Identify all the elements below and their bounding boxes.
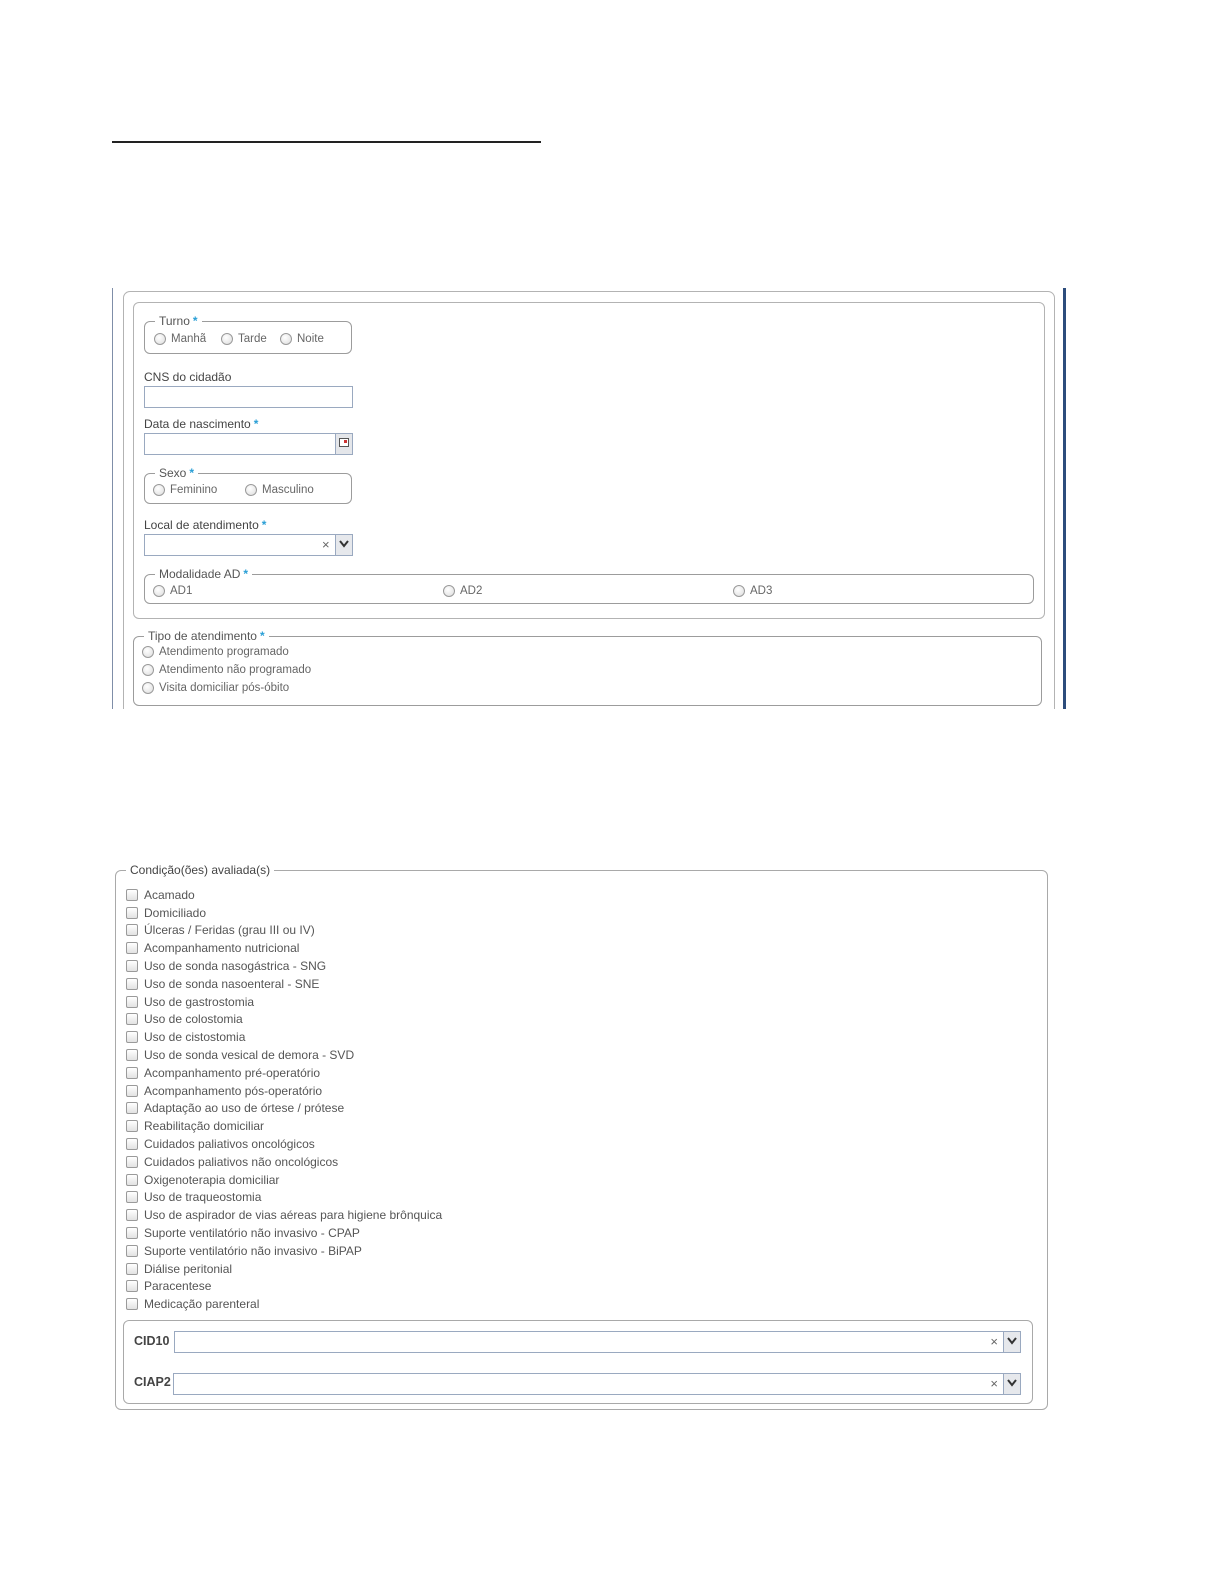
condicao-checkbox-item[interactable] (126, 922, 442, 940)
checkbox[interactable] (126, 942, 138, 954)
checkbox[interactable] (126, 1280, 138, 1292)
checkbox-label: Suporte ventilatório não invasivo - CPAP (144, 1226, 360, 1241)
checkbox-label: Uso de traqueostomia (144, 1190, 262, 1205)
checkbox-label: Medicação parenteral (144, 1297, 260, 1312)
checkbox[interactable] (126, 1156, 138, 1168)
tipo-option-nao-programado[interactable]: Atendimento não programado (142, 664, 311, 676)
chevron-down-icon[interactable] (1003, 1332, 1020, 1352)
checkbox-label: Paracentese (144, 1279, 212, 1294)
condicao-checkbox-item[interactable] (126, 1171, 442, 1189)
checkbox-label: Diálise peritonial (144, 1261, 233, 1276)
modalidade-option-ad2[interactable]: AD2 (443, 585, 482, 597)
checkbox[interactable] (126, 960, 138, 972)
checkbox[interactable] (126, 978, 138, 990)
checkbox-label: Uso de cistostomia (144, 1030, 246, 1045)
turno-option-manha[interactable]: Manhã (154, 333, 206, 345)
condicao-checkbox-item[interactable] (126, 886, 442, 904)
checkbox-label: Úlceras / Feridas (grau III ou IV) (144, 923, 315, 938)
checkbox-label: Acamado (144, 887, 195, 902)
required-asterisk: * (259, 629, 265, 643)
checkbox-label: Uso de aspirador de vias aéreas para higiene brônquica (144, 1208, 443, 1223)
radio-button[interactable] (142, 664, 154, 676)
condicao-checkbox-item[interactable] (126, 1206, 442, 1224)
condicao-checkbox-item[interactable] (126, 1224, 442, 1242)
modalidade-option-ad3[interactable]: AD3 (733, 585, 772, 597)
checkbox-label: Suporte ventilatório não invasivo - BiPAP (144, 1243, 362, 1258)
checkbox[interactable] (126, 1085, 138, 1097)
chevron-down-icon[interactable] (335, 535, 352, 555)
checkbox[interactable] (126, 1102, 138, 1114)
required-asterisk: * (261, 518, 267, 532)
condicao-checkbox-item[interactable] (126, 993, 442, 1011)
checkbox[interactable] (126, 889, 138, 901)
checkbox[interactable] (126, 996, 138, 1008)
calendar-icon[interactable] (335, 434, 352, 454)
condicoes-legend: Condição(ões) avaliada(s) (130, 863, 271, 877)
right-frame-scroll-edge (1063, 288, 1066, 709)
nascimento-input[interactable] (144, 433, 353, 455)
checkbox[interactable] (126, 1263, 138, 1275)
checkbox[interactable] (126, 1245, 138, 1257)
condicao-checkbox-item[interactable] (126, 1117, 442, 1135)
checkbox[interactable] (126, 1209, 138, 1221)
checkbox-label: Acompanhamento pós-operatório (144, 1083, 323, 1098)
radio-button[interactable] (245, 484, 257, 496)
checkbox[interactable] (126, 1120, 138, 1132)
checkbox[interactable] (126, 1031, 138, 1043)
checkbox[interactable] (126, 1191, 138, 1203)
checkbox-label: Domiciliado (144, 905, 207, 920)
screenshot-identificacao (112, 288, 1066, 709)
condicao-checkbox-item[interactable] (126, 1153, 442, 1171)
checkbox-label: Acompanhamento pré-operatório (144, 1065, 321, 1080)
condicao-checkbox-item[interactable] (126, 939, 442, 957)
checkbox-label: Oxigenoterapia domiciliar (144, 1172, 280, 1187)
checkbox[interactable] (126, 1013, 138, 1025)
checkbox-label: Cuidados paliativos não oncológicos (144, 1154, 339, 1169)
tipo-legend: Tipo de atendimento (148, 629, 257, 643)
radio-button[interactable] (153, 484, 165, 496)
cns-input[interactable] (144, 386, 353, 408)
turno-option-tarde[interactable]: Tarde (221, 333, 267, 345)
checkbox[interactable] (126, 924, 138, 936)
modalidade-option-ad1[interactable]: AD1 (153, 585, 192, 597)
condicao-checkbox-item[interactable] (126, 1189, 442, 1207)
clear-icon[interactable]: × (322, 537, 330, 552)
condicao-checkbox-item[interactable] (126, 1046, 442, 1064)
checkbox-label: Adaptação ao uso de órtese / prótese (144, 1101, 345, 1116)
modalidade-fieldset (144, 567, 1034, 604)
tipo-option-programado[interactable]: Atendimento programado (142, 646, 289, 658)
checkbox-label: Uso de gastrostomia (144, 994, 255, 1009)
local-select[interactable] (144, 534, 353, 556)
condicao-checkbox-item[interactable] (126, 1278, 442, 1296)
condicao-checkbox-item[interactable] (126, 904, 442, 922)
checkbox-label: Uso de colostomia (144, 1012, 243, 1027)
ciap2-label: CIAP2 (134, 1375, 171, 1389)
cid10-label: CID10 (134, 1334, 170, 1348)
condicao-checkbox-item[interactable] (126, 1011, 442, 1029)
condicao-checkbox-item[interactable] (126, 975, 442, 993)
radio-button[interactable] (142, 682, 154, 694)
condicao-checkbox-item[interactable] (126, 1082, 442, 1100)
condicao-checkbox-item[interactable] (126, 1260, 442, 1278)
clear-icon[interactable]: × (990, 1334, 998, 1349)
checkbox[interactable] (126, 907, 138, 919)
condicoes-checkbox-list (126, 886, 442, 1313)
turno-option-noite[interactable]: Noite (280, 333, 324, 345)
clear-icon[interactable]: × (990, 1376, 998, 1391)
cid10-select[interactable] (174, 1331, 1021, 1353)
inner-form-panel (133, 302, 1045, 619)
modalidade-legend: Modalidade AD (159, 567, 241, 581)
required-asterisk: * (243, 567, 249, 581)
condicao-checkbox-item[interactable] (126, 1295, 442, 1313)
checkbox-label: Uso de sonda nasogástrica - SNG (144, 959, 327, 974)
tipo-option-pos-obito[interactable]: Visita domiciliar pós-óbito (142, 682, 289, 694)
sexo-option-masculino[interactable]: Masculino (245, 484, 314, 496)
checkbox[interactable] (126, 1138, 138, 1150)
condicao-checkbox-item[interactable] (126, 1100, 442, 1118)
condicao-checkbox-item[interactable] (126, 1135, 442, 1153)
radio-button[interactable] (221, 333, 233, 345)
checkbox[interactable] (126, 1174, 138, 1186)
radio-button[interactable] (142, 646, 154, 658)
radio-button[interactable] (443, 585, 455, 597)
radio-button[interactable] (154, 333, 166, 345)
checkbox-label: Cuidados paliativos oncológicos (144, 1137, 315, 1152)
required-asterisk: * (192, 314, 198, 328)
chevron-down-icon[interactable] (1003, 1374, 1020, 1394)
condicao-checkbox-item[interactable] (126, 957, 442, 975)
top-divider-line (112, 141, 541, 143)
left-frame-edge (112, 288, 113, 709)
required-asterisk: * (189, 466, 195, 480)
checkbox-label: Acompanhamento nutricional (144, 941, 300, 956)
ciap2-select[interactable] (173, 1373, 1021, 1395)
required-asterisk: * (253, 417, 259, 431)
checkbox[interactable] (126, 1049, 138, 1061)
condicao-checkbox-item[interactable] (126, 1242, 442, 1260)
codes-panel (123, 1320, 1033, 1404)
radio-button[interactable] (280, 333, 292, 345)
radio-button[interactable] (153, 585, 165, 597)
sexo-legend: Sexo (159, 466, 187, 480)
condicoes-fieldset (115, 864, 1048, 1410)
turno-legend: Turno (159, 314, 190, 328)
condicao-checkbox-item[interactable] (126, 1064, 442, 1082)
cns-label: CNS do cidadão (144, 370, 232, 384)
radio-button[interactable] (733, 585, 745, 597)
local-label: Local de atendimento * (144, 518, 267, 532)
checkbox-label: Uso de sonda nasoenteral - SNE (144, 976, 320, 991)
checkbox[interactable] (126, 1067, 138, 1079)
nascimento-label: Data de nascimento * (144, 417, 259, 431)
condicao-checkbox-item[interactable] (126, 1028, 442, 1046)
checkbox[interactable] (126, 1227, 138, 1239)
checkbox[interactable] (126, 1298, 138, 1310)
sexo-option-feminino[interactable]: Feminino (153, 484, 217, 496)
checkbox-label: Uso de sonda vesical de demora - SVD (144, 1048, 355, 1063)
checkbox-label: Reabilitação domiciliar (144, 1119, 265, 1134)
